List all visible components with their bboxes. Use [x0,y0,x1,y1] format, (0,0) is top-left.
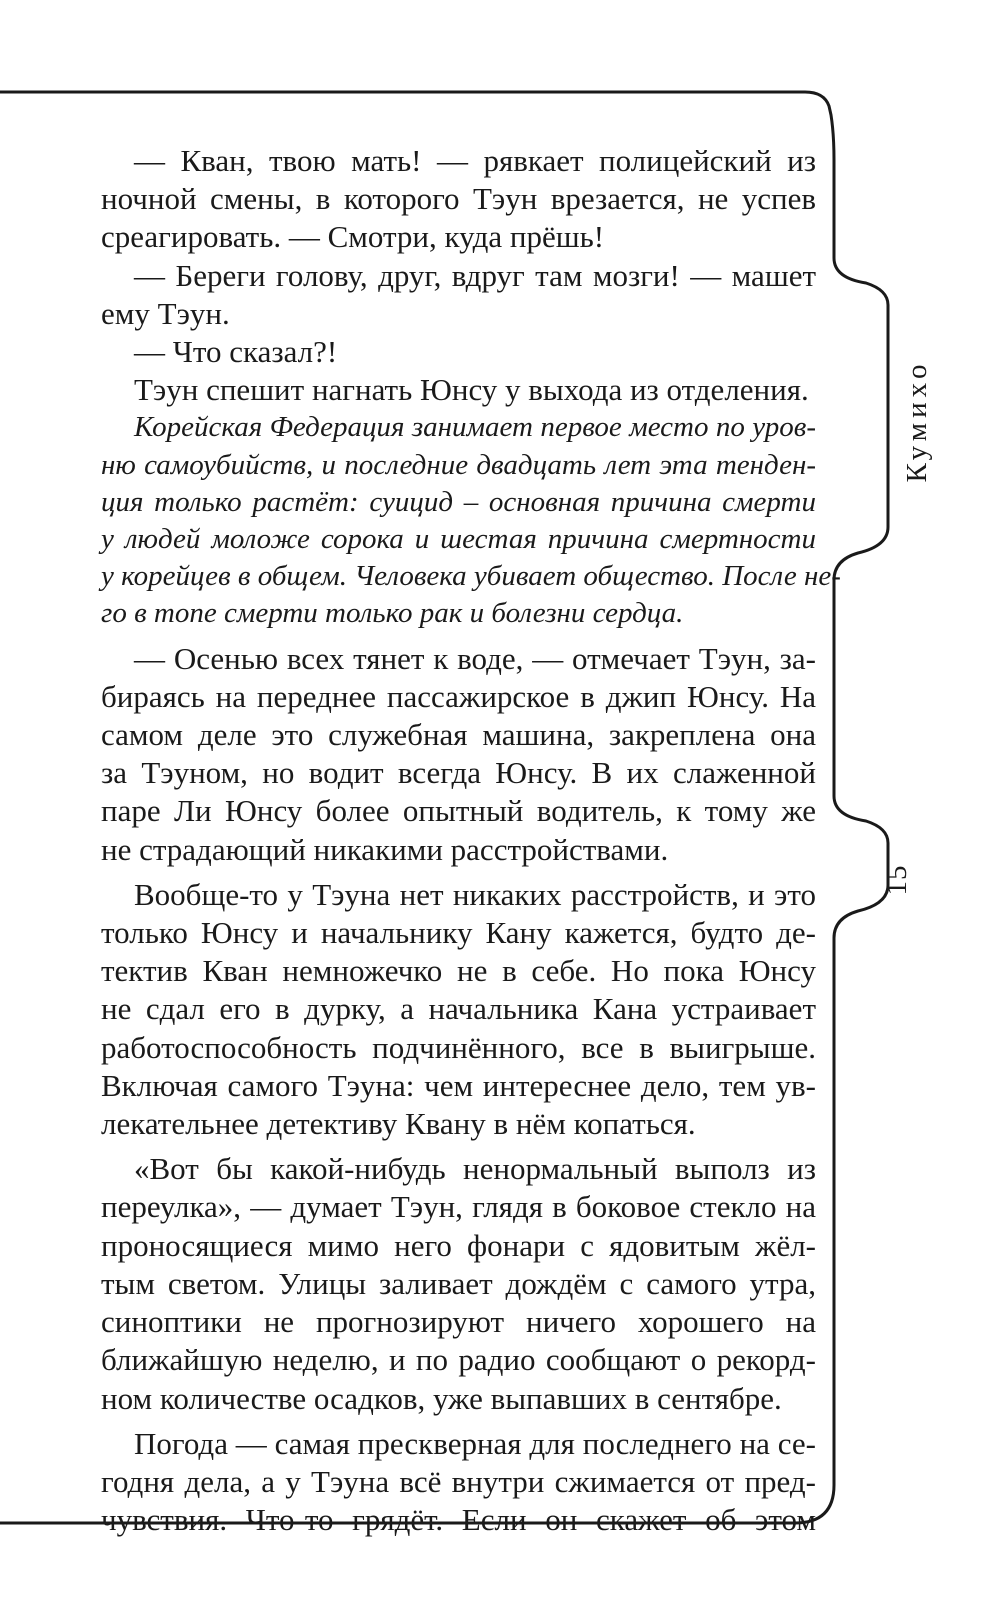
text-line: ном количестве осадков, уже выпавших в сентябре. [101,1380,782,1416]
paragraph [101,371,816,409]
text-line: тектив Кван немножечко не в себе. Но пока Юнсу [101,953,816,989]
text-line: Корейская Федерация занимает первое место по уров- [134,411,816,444]
text-line: Включая самого Тэуна: чем интереснее дело, тем ув- [101,1067,816,1103]
text-line: тым светом. Улицы заливает дождём с самого утра, [101,1265,816,1301]
text-line: у корейцев в общем. Человека убивает общество. После не- [101,560,841,593]
text-line: у людей моложе сорока и шестая причина смертности [101,523,816,556]
paragraph [101,257,816,333]
paragraph [101,142,816,257]
page-number: 15 [881,864,913,896]
text-line: Тэун спешит нагнать Юнсу у выхода из отделения. [134,372,809,408]
text-line: ция только растёт: суицид – основная причина смерти [101,485,816,518]
page-text [101,142,841,1538]
text-line: годня дела, а у Тэуна всё внутри сжимается от пред- [101,1463,816,1499]
book-title: Кумихо [901,359,933,483]
text-line: — Осенью всех тянет к воде, — отмечает Тэун, за- [134,640,816,676]
text-line: только Юнсу и начальнику Кану кажется, будто де- [101,915,816,951]
text-line: синоптики не прогнозируют ничего хорошего на [101,1304,816,1340]
text-line: проносящиеся мимо него фонари с ядовитым жёл- [101,1227,816,1263]
text-line: ближайшую неделю, и по радио сообщают о рекорд- [101,1342,816,1378]
text-line: не сдал его в дурку, а начальника Кана устраивает [101,991,816,1027]
text-line: самом деле это служебная машина, закреплена она [101,717,816,753]
text-line: — Береги голову, друг, вдруг там мозги! — машет [134,257,816,293]
text-line: ночной смены, в которого Тэун врезается, не успев [101,181,816,217]
text-line: лекательнее детективу Квану в нём копаться. [101,1106,696,1142]
paragraph [101,333,816,371]
paragraph [101,640,816,869]
text-line: Погода — самая прескверная для последнего на се- [134,1425,816,1461]
text-line: паре Ли Юнсу более опытный водитель, к тому же [101,793,816,829]
paragraph [101,1425,816,1540]
text-line: не страдающий никакими расстройствами. [101,831,669,867]
text-line: ему Тэун. [101,295,230,331]
italic-paragraph [101,409,841,632]
text-line: го в топе смерти только рак и болезни сердца. [101,597,684,630]
text-line: работоспособность подчинённого, все в выигрыше. [101,1029,816,1065]
text-line: за Тэуном, но водит всегда Юнсу. В их слаженной [101,755,816,791]
paragraph [101,1150,816,1417]
text-line: среагировать. — Смотри, куда прёшь! [101,219,605,255]
text-line: Вообще-то у Тэуна нет никаких расстройств, и это [134,876,816,912]
text-line: — Что сказал?! [134,334,338,370]
text-line: бираясь на переднее пассажирское в джип Юнсу. На [101,678,816,714]
text-line: — Кван, твою мать! — рявкает полицейский из [134,143,816,178]
text-line: переулка», — думает Тэун, глядя в боковое стекло на [101,1189,816,1225]
text-line: ню самоубийств, и последние двадцать лет эта тенден- [101,448,816,481]
text-line: «Вот бы какой-нибудь ненормальный выполз из [134,1151,816,1187]
paragraph [101,876,816,1143]
text-line: чувствия. Что-то грядёт. Если он скажет об этом [101,1502,816,1538]
